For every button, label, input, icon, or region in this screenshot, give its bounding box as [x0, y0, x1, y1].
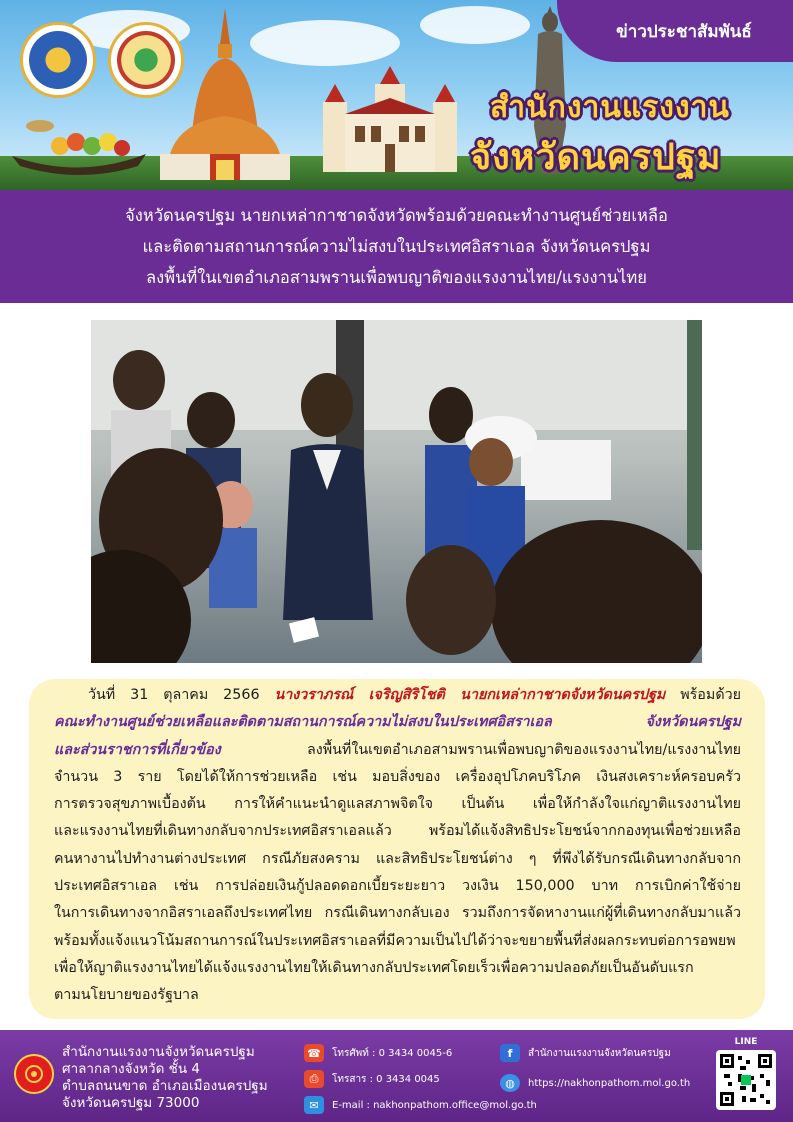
body-line: คนหางานไปทำงานต่างประเทศ กรณีภัยสงคราม และสิทธิประโยชน์ต่าง ๆ ที่พึงได้รับกรณีเดินทางกลับจาก: [54, 850, 741, 867]
labor-office-seal-logo: [20, 22, 96, 98]
body-line: [54, 682, 741, 709]
headline-line: ลงพื้นที่ในเขตอำเภอสามพรานเพื่อพบญาติของแรงงานไทย/แรงงานไทย: [146, 268, 647, 287]
facebook-icon: f: [500, 1044, 520, 1062]
press-release-tab: ข่าวประชาสัมพันธ์: [557, 0, 793, 62]
palace-illustration: [305, 62, 475, 184]
fax-text: โทรสาร : 0 3434 0045: [332, 1073, 440, 1085]
body-line: ประเทศอิสราเอล เช่น การปล่อยเงินกู้ปลอดดอกเบี้ยระยะยาว วงเงิน 150,000 บาท การเบิกค่าใช้จ่าย: [54, 878, 741, 895]
email-text[interactable]: E-mail : nakhonpathom.office@mol.go.th: [332, 1099, 537, 1111]
header-banner: [0, 0, 793, 190]
address-line: สำนักงานแรงงานจังหวัดนครปฐม: [62, 1044, 255, 1060]
line-qr-block[interactable]: [714, 1036, 778, 1110]
news-body-box: [29, 679, 765, 1019]
email-icon: ✉: [304, 1096, 324, 1114]
event-photo: [91, 320, 702, 663]
date-text: วันที่ 31 ตุลาคม 2566: [88, 687, 275, 703]
phone-icon: ☎: [304, 1044, 324, 1062]
body-line: และแรงงานไทยที่เดินทางกลับจากประเทศอิสราเอลแล้ว พร้อมได้แจ้งสิทธิประโยชน์จากกองทุนเพื่อช่วยเหลือ: [54, 823, 741, 840]
facebook-text[interactable]: สำนักงานแรงงานจังหวัดนครปฐม: [528, 1047, 671, 1059]
body-line: เพื่อให้ญาติแรงงานไทยได้แจ้งแรงงานไทยให้เดินทางกลับประเทศโดยเร็วเพื่อความปลอดภัยเป็นอันดับแรก: [54, 959, 694, 976]
email-contact[interactable]: [304, 1096, 537, 1114]
body-text: ลงพื้นที่ในเขตอำเภอสามพรานเพื่อพบญาติของแรงงานไทย/แรงงานไทย: [220, 741, 741, 758]
task-force-highlight: คณะทำงานศูนย์ช่วยเหลือและติดตามสถานการณ์ความไม่สงบในประเทศอิสราเอล จังหวัดนครปฐม: [54, 714, 741, 731]
phone-text: โทรศัพท์ : 0 3434 0045-6: [332, 1047, 453, 1059]
phone-contact: [304, 1044, 452, 1062]
fax-contact: [304, 1070, 440, 1088]
headline-line: จังหวัดนครปฐม นายกเหล่ากาชาดจังหวัดพร้อมด้วยคณะทำงานศูนย์ช่วยเหลือ: [125, 206, 668, 225]
address-line: ตำบลถนนขาด อำเภอเมืองนครปฐม: [62, 1078, 268, 1094]
line-qr-code[interactable]: [716, 1050, 776, 1110]
globe-icon: ◍: [500, 1074, 520, 1092]
cloud-shape: [420, 6, 530, 44]
floating-market-illustration: [10, 100, 150, 180]
address-line: ศาลากลางจังหวัด ชั้น 4: [62, 1061, 200, 1077]
headline-line: และติดตามสถานการณ์ความไม่สงบในประเทศอิสราเอล จังหวัดนครปฐม: [142, 237, 651, 256]
president-name-highlight: นางวราภรณ์ เจริญสิริโชติ นายกเหล่ากาชาดจังหวัดนครปฐม: [274, 687, 666, 703]
footer-logo-icon: [14, 1054, 54, 1094]
headline-band: [0, 190, 793, 303]
body-line: ในการเดินทางจากอิสราเอลถึงประเทศไทย กรณีเดินทางกลับเอง รวมถึงการจัดหางานแก่ผู้ที่เดินทางกลับมาแล้ว: [54, 905, 741, 922]
body-text: พร้อมด้วย: [665, 687, 742, 703]
body-line: [54, 737, 741, 764]
body-line: การตรวจสุขภาพเบื้องต้น การให้คำแนะนำดูแลสภาพจิตใจ เป็นต้น เพื่อให้กำลังใจแก่ญาติแรงงานไทย: [54, 796, 741, 813]
agencies-highlight: และส่วนราชการที่เกี่ยวข้อง: [54, 741, 221, 758]
office-address: [62, 1044, 268, 1112]
website-contact[interactable]: [500, 1074, 690, 1092]
event-photo-illustration: [91, 320, 702, 663]
org-name-line2: จังหวัดนครปฐม: [470, 137, 722, 178]
body-line: จำนวน 3 ราย โดยได้ให้การช่วยเหลือ เช่น มอบสิ่งของ เครื่องอุปโภคบริโภค เงินสงเคราะห์ครอบครัว: [54, 768, 741, 785]
body-line: พร้อมทั้งแจ้งแนวโน้มสถานการณ์ในประเทศอิสราเอลที่มีความเป็นไปได้ว่าจะขยายพื้นที่ส่งผลกระทบต่อการอพยพ: [54, 932, 736, 949]
fax-icon: ⎙: [304, 1070, 324, 1088]
body-line: ตามนโยบายของรัฐบาล: [54, 987, 199, 1004]
footer-bar: [0, 1030, 793, 1122]
body-line: [54, 709, 741, 736]
address-line: จังหวัดนครปฐม 73000: [62, 1095, 200, 1111]
provincial-seal-logo: [108, 22, 184, 98]
facebook-contact[interactable]: [500, 1044, 671, 1062]
website-text[interactable]: https://nakhonpathom.mol.go.th: [528, 1077, 691, 1089]
org-name-line1: สำนักงานแรงงาน: [490, 90, 730, 125]
line-label: LINE: [734, 1037, 758, 1047]
